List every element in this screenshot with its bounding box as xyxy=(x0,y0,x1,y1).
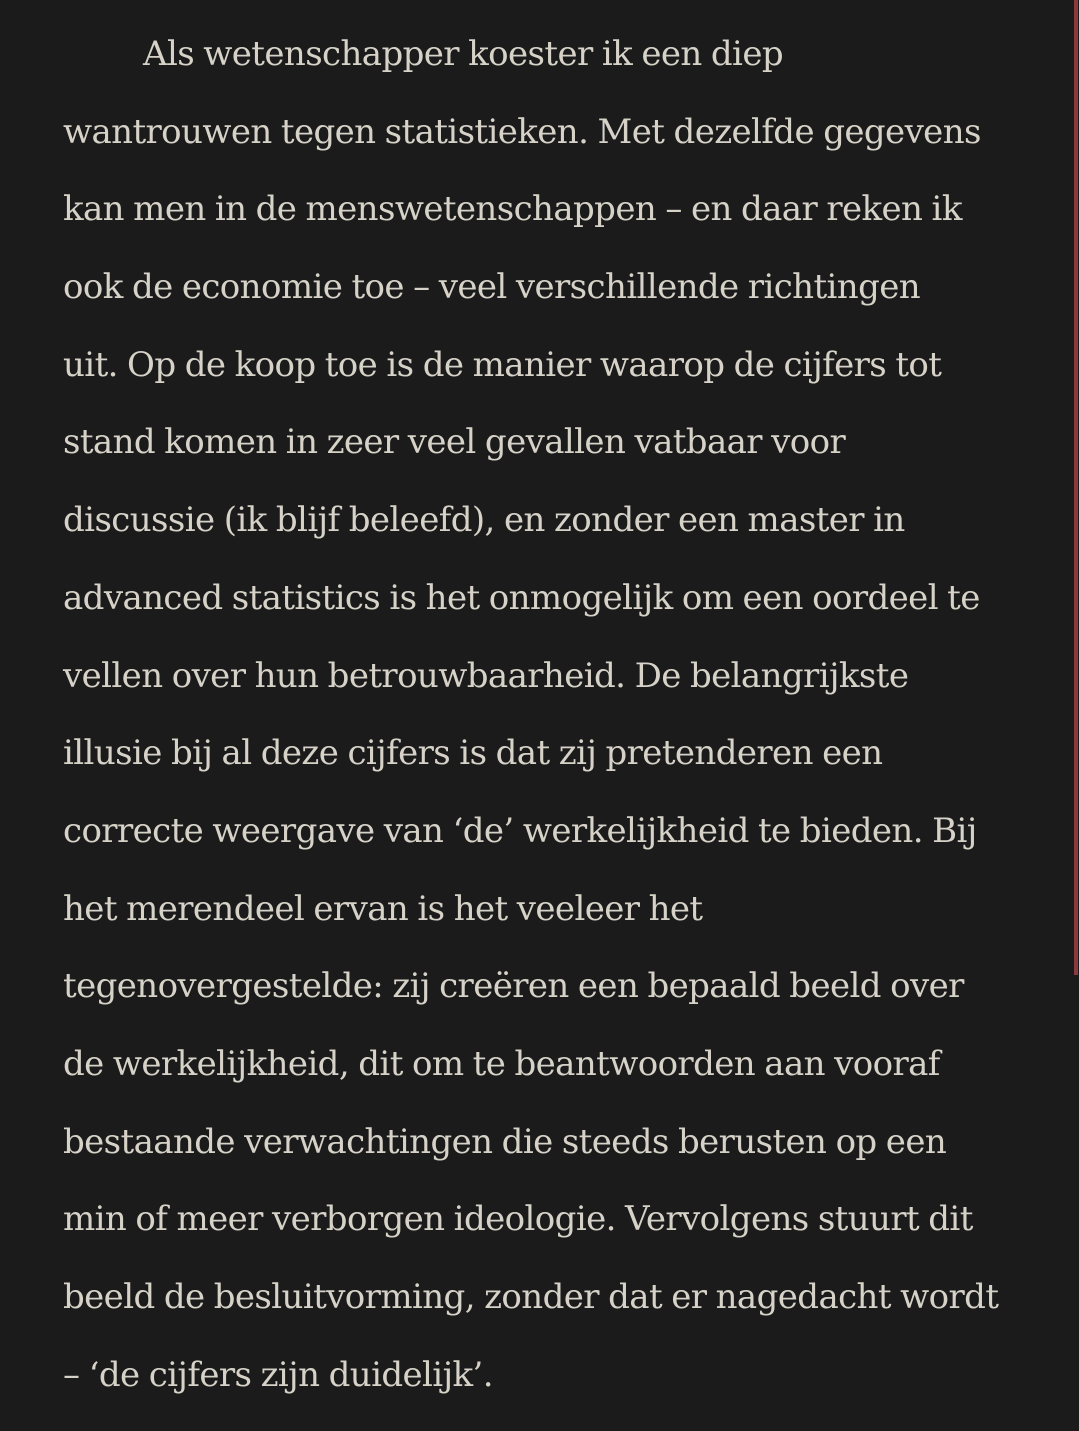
paragraph-line: beeld de besluitvorming, zonder dat er nagedacht wordt xyxy=(63,1277,999,1317)
paragraph-line: vellen over hun betrouwbaarheid. De belangrijkste xyxy=(63,655,909,696)
paragraph-line: ook de economie toe – veel verschillende richtingen xyxy=(63,267,921,308)
paragraph-line: min of meer verborgen ideologie. Vervolgens stuurt dit xyxy=(63,1199,973,1240)
paragraph-line: advanced statistics is het onmogelijk om een oordeel te xyxy=(63,577,980,618)
paragraph-line: wantrouwen tegen statistieken. Met dezelfde gegevens xyxy=(63,111,981,152)
paragraph-line: illusie bij al deze cijfers is dat zij pretenderen een xyxy=(63,733,883,774)
paragraph-line: Als wetenschapper koester ik een diep xyxy=(143,34,784,74)
paragraph-line: uit. Op de koop toe is de manier waarop de cijfers tot xyxy=(63,344,942,385)
paragraph-line: kan men in de menswetenschappen – en daar reken ik xyxy=(63,189,962,230)
scrollbar[interactable] xyxy=(1073,0,1079,1431)
paragraph-line: het merendeel ervan is het veeleer het xyxy=(63,888,703,929)
article-body xyxy=(63,16,1063,1414)
paragraph-line: – ‘de cijfers zijn duidelijk’. xyxy=(63,1354,493,1395)
paragraph-line: stand komen in zeer veel gevallen vatbaar voor xyxy=(63,422,846,463)
paragraph-line: correcte weergave van ‘de’ werkelijkheid te bieden. Bij xyxy=(63,810,977,851)
paragraph-line: discussie (ik blijf beleefd), en zonder een master in xyxy=(63,500,905,541)
paragraph-line: tegenovergestelde: zij creëren een bepaald beeld over xyxy=(63,966,964,1007)
paragraph-line: bestaande verwachtingen die steeds berusten op een xyxy=(63,1121,947,1162)
paragraph-line: de werkelijkheid, dit om te beantwoorden aan vooraf xyxy=(63,1043,940,1084)
scrollbar-thumb[interactable] xyxy=(1074,0,1078,975)
